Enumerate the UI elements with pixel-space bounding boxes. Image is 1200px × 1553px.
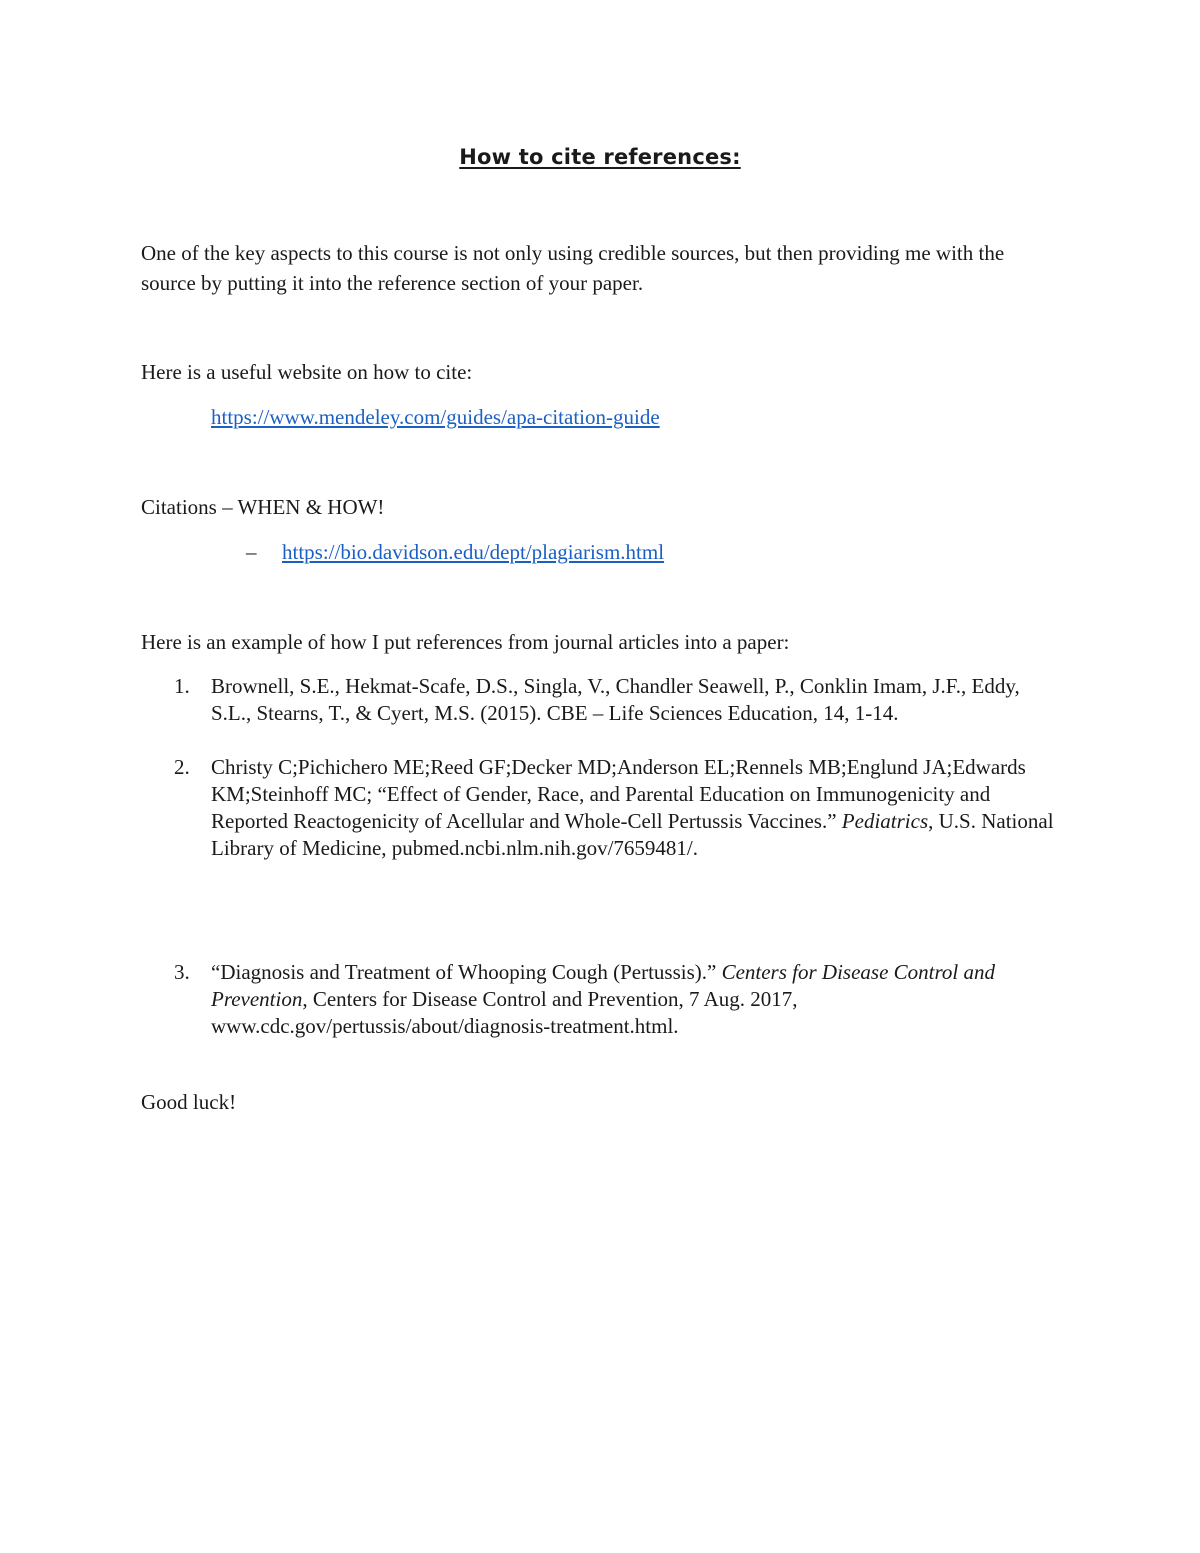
useful-website-label: Here is a useful website on how to cite: bbox=[141, 360, 473, 384]
reference-text-after: , Centers for Disease Control and Prevention, 7 Aug. 2017, www.cdc.gov/pertussis/about/diagnosis-treatment.html. bbox=[211, 987, 798, 1038]
closing-text: Good luck! bbox=[141, 1090, 237, 1114]
plagiarism-page-link[interactable]: https://bio.davidson.edu/dept/plagiarism.html bbox=[282, 540, 665, 564]
bullet-dash: – bbox=[246, 540, 257, 564]
reference-item bbox=[141, 754, 1061, 889]
reference-item bbox=[141, 959, 1061, 1044]
mendeley-guide-link[interactable]: https://www.mendeley.com/guides/apa-citation-guide bbox=[211, 405, 660, 429]
page-title: How to cite references: bbox=[459, 145, 741, 169]
intro-paragraph: One of the key aspects to this course is not only using credible sources, but then providing me with the source by putting it into the reference section of your paper. bbox=[141, 241, 1005, 295]
reference-text-before: “Diagnosis and Treatment of Whooping Cough (Pertussis).” bbox=[211, 960, 722, 984]
reference-text bbox=[211, 754, 1061, 862]
example-intro: Here is an example of how I put references from journal articles into a paper: bbox=[141, 630, 790, 654]
reference-text bbox=[211, 959, 1061, 1040]
reference-number: 2. bbox=[174, 755, 190, 779]
reference-text: Brownell, S.E., Hekmat-Scafe, D.S., Singla, V., Chandler Seawell, P., Conklin Imam, J.F., Eddy, S.L., Stearns, T., & Cyert, M.S. (2015). CBE – Life Sciences Education, 14, 1-14. bbox=[211, 674, 1020, 725]
reference-item bbox=[141, 673, 1061, 733]
reference-text-before: Christy C;Pichichero ME;Reed GF;Decker MD;Anderson EL;Rennels MB;Englund JA;Edwards KM;Steinhoff MC; “Effect of Gender, Race, and Parental Education on Immunogenicity and Reported Reactogenicity of Acellular and Whole-Cell Pertussis Vaccines.” bbox=[211, 755, 1026, 833]
reference-journal: Pediatrics bbox=[841, 809, 929, 833]
reference-number: 1. bbox=[174, 674, 190, 698]
reference-journal: Centers for Disease Control and Prevention bbox=[211, 960, 995, 1011]
citations-heading: Citations – WHEN & HOW! bbox=[141, 495, 385, 519]
reference-text-after: , U.S. National Library of Medicine, pubmed.ncbi.nlm.nih.gov/7659481/. bbox=[211, 809, 1054, 860]
reference-number: 3. bbox=[174, 960, 190, 984]
